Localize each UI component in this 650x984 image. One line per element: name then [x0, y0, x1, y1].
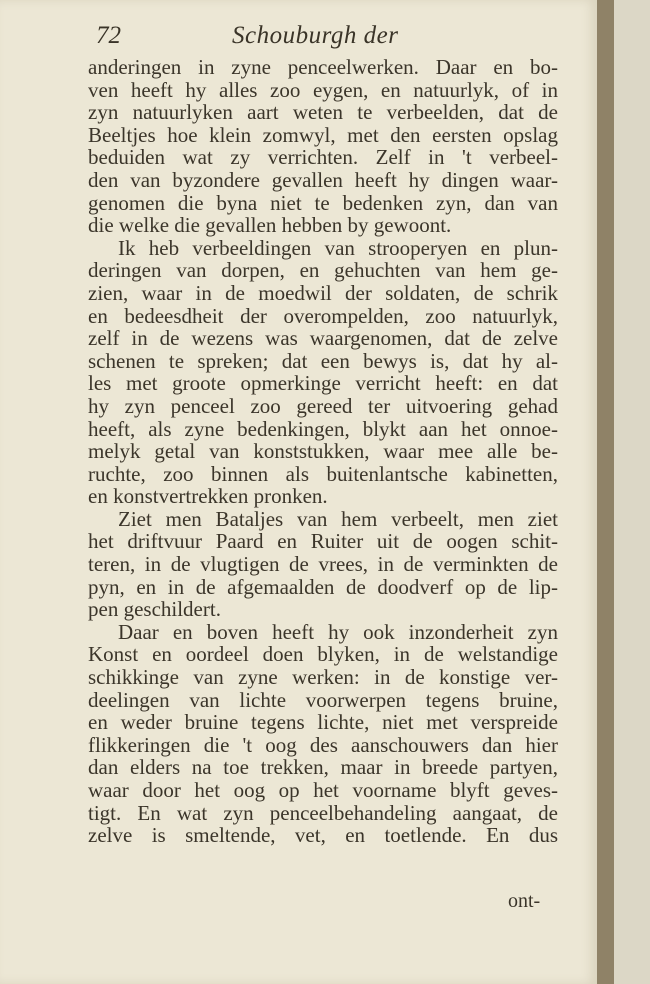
text-line: pyn, en in de afgemaalden de doodverf op de lip-	[88, 574, 558, 599]
text-line: heeft, als zyne bedenkingen, blykt aan het onnoe-	[88, 416, 558, 441]
paragraph	[88, 56, 558, 237]
text-line: pen geschildert.	[88, 597, 221, 622]
text-line: dan elders na toe trekken, maar in breede partyen,	[88, 755, 558, 780]
paragraph	[88, 237, 558, 508]
text-line: en bedeesdheit der overompelden, zoo natuurlyk,	[88, 303, 558, 328]
text-line: anderingen in zyne penceelwerken. Daar en bo-	[88, 55, 558, 79]
text-line: flikkeringen die 't oog des aanschouwers dan hier	[88, 732, 558, 757]
text-line: en konstvertrekken pronken.	[88, 484, 328, 509]
text-line: Ziet men Bataljes van hem verbeelt, men ziet	[118, 506, 558, 531]
page-header	[96, 22, 556, 58]
catchword: ont-	[508, 890, 541, 912]
text-line: deelingen van lichte voorwerpen tegens bruine,	[88, 687, 558, 712]
text-line: schenen te spreken; dat een bewys is, dat hy al-	[88, 348, 558, 373]
page-number: 72	[96, 22, 121, 49]
text-line: ruchte, zoo binnen als buitenlantsche kabinetten,	[88, 461, 558, 486]
text-line: beduiden wat zy verrichten. Zelf in 't verbeel-	[88, 145, 558, 170]
text-line: Beeltjes hoe klein zomwyl, met den eersten opslag	[88, 122, 558, 147]
text-line: die welke die gevallen hebben by gewoont.	[88, 213, 452, 238]
text-line: les met groote opmerkinge verricht heeft: en dat	[88, 371, 558, 396]
text-line: Konst en oordeel doen blyken, in de welstandige	[88, 642, 558, 667]
text-line: Daar en boven heeft hy ook inzonderheit zyn	[118, 619, 558, 644]
text-line: zien, waar in de moedwil der soldaten, de schrik	[88, 280, 558, 305]
running-title: Schouburgh der	[232, 22, 399, 49]
text-line: het driftvuur Paard en Ruiter uit de oogen schit-	[88, 529, 558, 554]
paragraph	[88, 621, 558, 847]
text-line: teren, in de vlugtigen de vrees, in de verminkten de	[88, 552, 558, 577]
text-line: ven heeft hy alles zoo eygen, en natuurlyk, of in	[88, 77, 558, 102]
text-line: tigt. En wat zyn penceelbehandeling aangaat, de	[88, 800, 558, 825]
text-line: Ik heb verbeeldingen van strooperyen en plun-	[118, 235, 558, 260]
text-line: hy zyn penceel zoo gereed ter uitvoering gehad	[88, 393, 558, 418]
book-spine	[597, 0, 614, 984]
text-line: schikkinge van zyne werken: in de konstige ver-	[88, 665, 558, 690]
body-text	[88, 56, 558, 847]
text-line: zelve is smeltende, vet, en toetlende. En dus	[88, 823, 558, 848]
text-line: den van byzondere gevallen heeft hy dingen waar-	[88, 167, 558, 192]
text-line: waar door het oog op het voorname blyft geves-	[88, 778, 558, 802]
facing-page-edge	[614, 0, 650, 984]
paragraph	[88, 508, 558, 621]
text-line: melyk getal van konststukken, waar mee alle be-	[88, 439, 558, 464]
text-line: genomen die byna niet te bedenken zyn, dan van	[88, 190, 558, 215]
text-line: en weder bruine tegens lichte, niet met verspreide	[88, 710, 558, 735]
text-line: deringen van dorpen, en gehuchten van hem ge-	[88, 258, 558, 283]
text-line: zyn natuurlyken aart weten te verbeelden, dat de	[88, 100, 558, 125]
text-line: zelf in de wezens was waargenomen, dat de zelve	[88, 326, 558, 351]
